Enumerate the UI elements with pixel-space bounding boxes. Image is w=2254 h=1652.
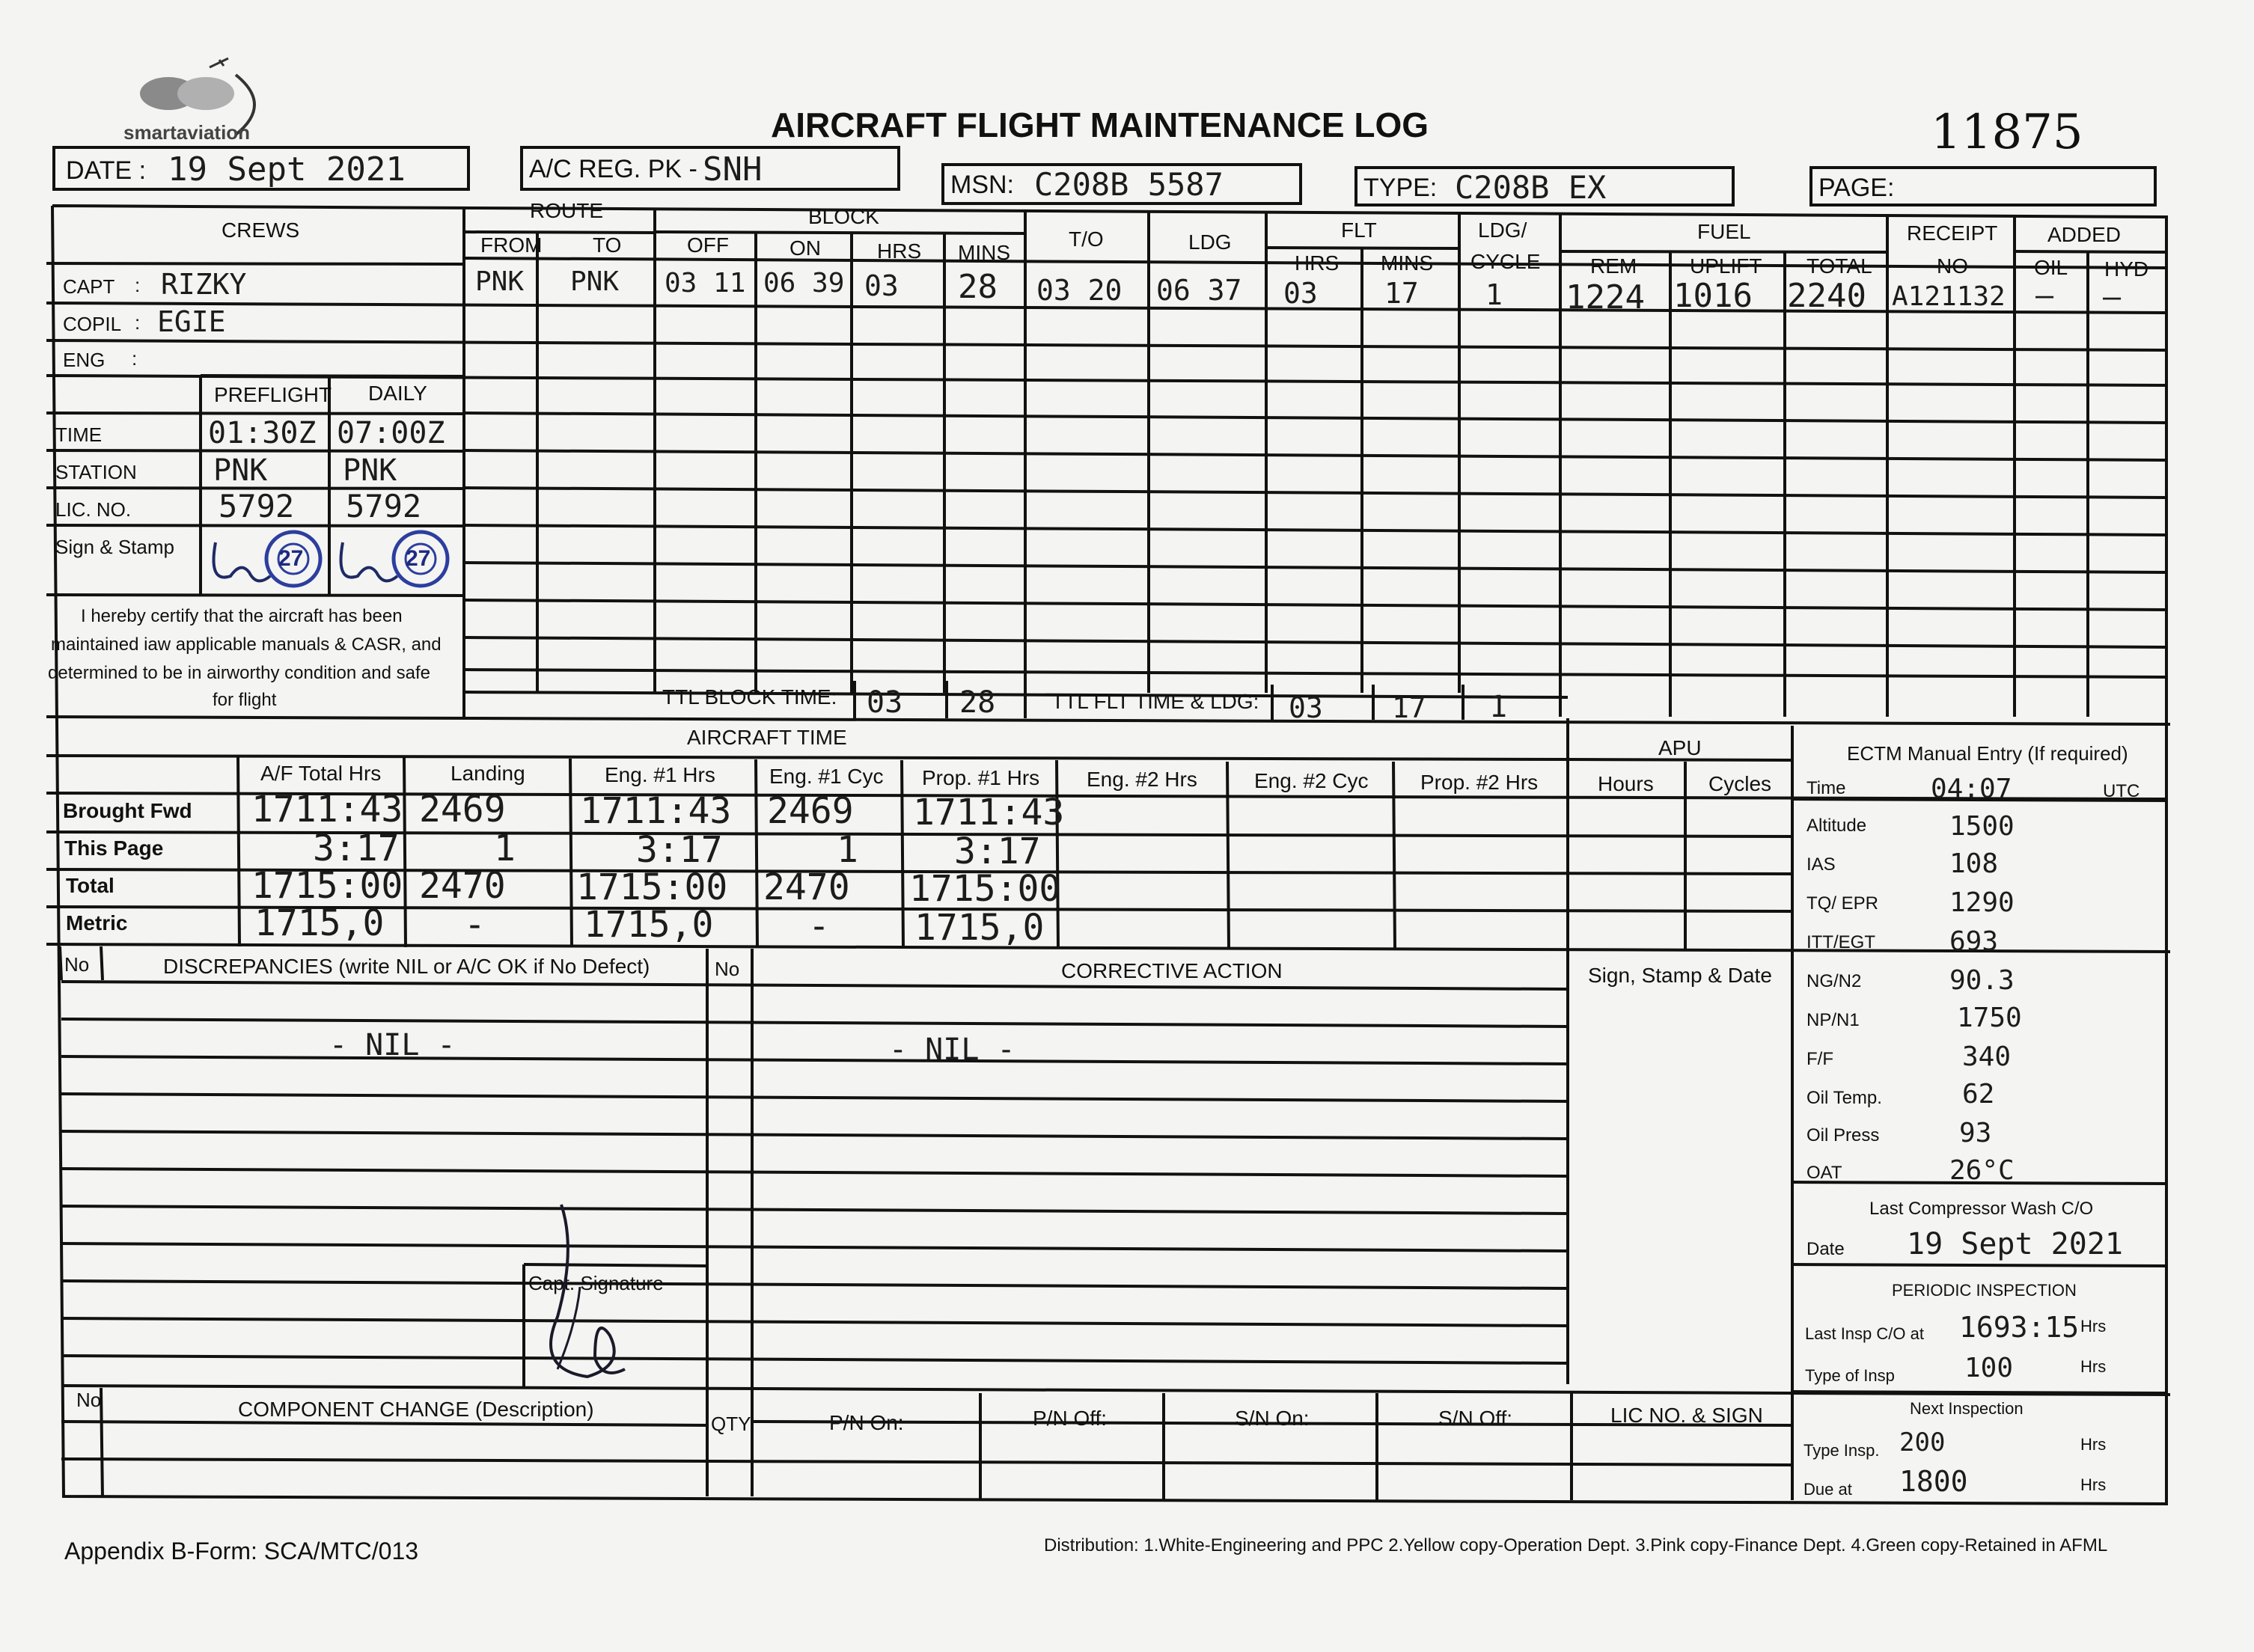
- col-eng2-hrs: Eng. #2 Hrs: [1087, 768, 1197, 791]
- ttl-flt-hrs: 03: [1289, 691, 1323, 724]
- added-header: ADDED: [2047, 223, 2122, 246]
- last-insp-value: 1693:15: [1959, 1311, 2080, 1344]
- capt-signature-mark: [531, 1197, 666, 1407]
- type-field[interactable]: TYPE: C208B EX: [1354, 166, 1735, 206]
- block-mins-header: MINS: [958, 241, 1010, 264]
- apu-header: APU: [1658, 736, 1702, 759]
- pn-off-header: P/N Off:: [1033, 1407, 1108, 1430]
- next-type-value: 200: [1899, 1428, 1946, 1457]
- corrective-no-header: No: [715, 958, 740, 980]
- preflight-lic-value: 5792: [219, 488, 295, 524]
- capt-name: RIZKY: [161, 268, 247, 301]
- row-label-this-page: This Page: [64, 836, 164, 860]
- certification-text-3: determined to be in airworthy condition and safe: [48, 663, 430, 683]
- ldg-cycle-header: LDG/: [1478, 218, 1527, 242]
- cell-total-landing: 2470: [419, 865, 506, 907]
- certification-text-1: I hereby certify that the aircraft has been: [81, 606, 403, 626]
- row-label-brought-fwd: Brought Fwd: [63, 799, 192, 822]
- col-eng2-cyc: Eng. #2 Cyc: [1254, 769, 1369, 792]
- msn-value: C208B 5587: [1034, 166, 1224, 203]
- sn-off-header: S/N Off:: [1438, 1407, 1513, 1430]
- receipt-no-header: NO: [1937, 254, 1968, 278]
- form-title: AIRCRAFT FLIGHT MAINTENANCE LOG: [771, 105, 1429, 144]
- ectm-utc-label: UTC: [2103, 781, 2140, 801]
- certification-text-4: for flight: [213, 690, 277, 710]
- to-header: TO: [593, 233, 622, 257]
- fuel-total-header: TOTAL: [1806, 254, 1872, 278]
- apu-cycles-header: Cycles: [1708, 772, 1772, 795]
- distribution-note: Distribution: 1.White-Engineering and PPC 2.Yellow copy-Operation Dept. 3.Pink copy-Finance Dept. 4.Green copy-Retained in AFML: [1044, 1535, 2108, 1555]
- cell-this-page-landing: 1: [494, 827, 516, 869]
- ttl-ldg: 1: [1489, 690, 1508, 724]
- oil-value: –: [2035, 278, 2054, 313]
- fuel-header: FUEL: [1697, 220, 1751, 243]
- form-serial-number: 11875: [1931, 105, 2083, 160]
- cycle-value: 1: [1485, 278, 1503, 311]
- cell-brought-fwd-landing: 2469: [419, 789, 506, 830]
- cell-brought-fwd-af: 1711:43: [251, 789, 403, 830]
- daily-stamp-number: 27: [406, 546, 431, 571]
- cell-brought-fwd-prop1: 1711:43: [913, 792, 1065, 833]
- block-hrs-value: 03: [864, 269, 899, 302]
- ectm-oil-press-value: 93: [1959, 1118, 1992, 1148]
- crews-header: CREWS: [222, 218, 300, 242]
- ectm-oat-label: OAT: [1806, 1163, 1842, 1183]
- preflight-station-value: PNK: [213, 453, 268, 488]
- preflight-time-value: 01:30Z: [208, 416, 317, 450]
- component-no-header: No: [76, 1389, 102, 1411]
- msn-field[interactable]: MSN: C208B 5587: [941, 163, 1302, 205]
- ectm-oil-temp-value: 62: [1962, 1079, 1995, 1110]
- last-insp-hrs-unit: Hrs: [2080, 1317, 2107, 1336]
- due-at-hrs-unit: Hrs: [2080, 1475, 2107, 1494]
- ectm-np-label: NP/N1: [1806, 1010, 1860, 1030]
- maintenance-log-form: smartaviation AIRCRAFT FLIGHT MAINTENANCE LOG 11875 DATE : 19 Sept 2021 A/C REG. PK - SNH MSN: C208B 5587 TYPE: C208B EX PAGE: CREWS ROUTE FROM TO BLOCK OFF ON HRS MINS T/O LDG FLT HRS MINS LDG/ CYCLE FUEL REM UPLIFT TOTAL RECEIPT NO ADDED OIL HYD CAPT : RIZKY COPIL : EGIE ENG : PNK PNK 03 11 06 39 03 28 03 20 06 37 03 17 1 1224 1016 2240 A121132 – – PREFLIGHT DAILY TIME STATION LIC. NO. Sign & Stamp 01:30Z 07:00Z PNK PNK 5792 5792 27 27 I hereby certify that the aircraft has been maintained iaw applicable manuals & CASR, and determined to be in airworthy condition and safe for flight TTL BLOCK TIME: 03 28 TTL FLT TIME & LDG: 03 17 1 AIRCRAFT TIME A/F Total Hrs Landing Eng. #1 Hrs Eng. #1 Cyc Prop. #1 Hrs Eng. #2 Hrs Eng. #2 Cyc Prop. #2 Hrs Brought Fwd This Page Total Metric 1711:43 2469 1711:43 2469 1711:43 3:17 1 3:17 1 3:17 1715:00 2470 1715:00 2470 1715:00 1715,0 - 1715,0 - 1715,0 APU Hours Cycles ECTM Manual Entry (If required) UTC Time 04:07 Altitude 1500 IAS 108 TQ/ EPR 1290 ITT/EGT 693 NG/N2 90.3 NP/N1 1750 F/F 340 Oil Temp. 62 Oil Press 93 OAT 26°C Last Compressor Wash C/O Date 19 Sept 2021 PERIODIC INSPECTION Last Insp C/O at 1693:15 Hrs Type of Insp 100 Hrs Next Inspection Type Insp. 200 Hrs Due at 1800 Hrs No DISCREPANCIES (write NIL or A/C OK if No Defect) No CORRECTIVE ACTION Sign, Stamp & Date - NIL - - NIL - Capt. Signature No COMPONENT CHANGE (Description) QTY P/N On: P/N Off: S/N On: S/N Off: LIC NO. & SIGN Appendix B-Form: SCA/MTC/013 Distribution: 1.White-Engineering and PPC 2.Yellow copy-Operation Dept. 3.Pink copy-Finance Dept. 4.Green copy-Retained in AFML: [0, 0, 2254, 1652]
- discrepancy-value: - NIL -: [329, 1028, 456, 1062]
- cell-total-eng1: 1715:00: [576, 866, 728, 908]
- ttl-block-hrs: 03: [867, 685, 903, 720]
- form-number: Appendix B-Form: SCA/MTC/013: [64, 1538, 419, 1564]
- logo-text: smartaviation: [123, 121, 251, 144]
- discrepancy-no-header: No: [64, 953, 90, 976]
- ectm-ng-label: NG/N2: [1806, 971, 1862, 991]
- page-field[interactable]: PAGE:: [1809, 166, 2157, 206]
- flt-mins-header: MINS: [1381, 251, 1433, 275]
- type-insp-value: 100: [1964, 1353, 2014, 1383]
- cell-brought-fwd-eng1: 1711:43: [580, 790, 732, 832]
- ectm-ias-value: 108: [1949, 848, 1999, 879]
- cell-this-page-prop1: 3:17: [954, 830, 1041, 872]
- aircraft-time-title: AIRCRAFT TIME: [687, 726, 847, 749]
- certification-text-2: maintained iaw applicable manuals & CASR, and: [51, 634, 442, 655]
- periodic-inspection-title: PERIODIC INSPECTION: [1892, 1281, 2077, 1300]
- fuel-rem-value: 1224: [1566, 278, 1645, 316]
- cell-this-page-af: 3:17: [313, 827, 400, 869]
- cell-metric-prop1: 1715,0: [914, 907, 1045, 949]
- apu-hours-header: Hours: [1598, 772, 1654, 795]
- cell-total-af: 1715:00: [251, 865, 403, 907]
- cell-metric-af: 1715,0: [254, 902, 385, 944]
- fuel-uplift-value: 1016: [1673, 277, 1753, 315]
- daily-station-value: PNK: [343, 453, 397, 488]
- daily-stamp: [337, 527, 464, 595]
- eng-label: ENG: [63, 349, 106, 371]
- flt-mins-value: 17: [1384, 277, 1419, 310]
- ectm-ng-value: 90.3: [1949, 965, 2015, 996]
- insp-station-label: STATION: [55, 461, 137, 483]
- block-header: BLOCK: [808, 205, 879, 228]
- next-type-hrs-unit: Hrs: [2080, 1435, 2107, 1454]
- insp-lic-label: LIC. NO.: [55, 498, 132, 521]
- ectm-altitude-label: Altitude: [1806, 816, 1867, 836]
- route-to-value: PNK: [570, 266, 620, 297]
- qty-header: QTY: [711, 1413, 751, 1435]
- ttl-flt-label: TTL FLT TIME & LDG:: [1051, 690, 1259, 713]
- capt-label: CAPT: [63, 275, 115, 298]
- rem-header: REM: [1590, 254, 1637, 278]
- type-value: C208B EX: [1455, 169, 1607, 206]
- pn-on-header: P/N On:: [829, 1411, 904, 1434]
- on-header: ON: [789, 236, 821, 260]
- ectm-ff-value: 340: [1962, 1041, 2012, 1072]
- daily-lic-value: 5792: [346, 488, 422, 524]
- route-header: ROUTE: [530, 199, 603, 222]
- next-inspection-title: Next Inspection: [1910, 1399, 2024, 1418]
- cell-this-page-eng1-cyc: 1: [837, 829, 858, 871]
- ectm-tq-value: 1290: [1949, 887, 2015, 918]
- cycle-header: CYCLE: [1470, 250, 1541, 273]
- block-hrs-header: HRS: [877, 239, 922, 263]
- uplift-header: UPLIFT: [1690, 254, 1762, 278]
- ac-reg-value: SNH: [703, 150, 763, 189]
- ectm-np-value: 1750: [1957, 1003, 2022, 1033]
- col-prop2-hrs: Prop. #2 Hrs: [1420, 771, 1539, 794]
- capt-signature-label: Capt. Signature: [528, 1272, 664, 1294]
- flt-hrs-value: 03: [1283, 277, 1318, 310]
- compressor-wash-title: Last Compressor Wash C/O: [1869, 1199, 2094, 1219]
- col-prop1-hrs: Prop. #1 Hrs: [922, 766, 1040, 789]
- corrective-action-header: CORRECTIVE ACTION: [1061, 959, 1283, 982]
- insp-sign-label: Sign & Stamp: [55, 536, 174, 558]
- type-insp-label: Type of Insp: [1805, 1366, 1895, 1385]
- col-eng1-cyc: Eng. #1 Cyc: [769, 765, 884, 788]
- col-af-total-hrs: A/F Total Hrs: [260, 762, 382, 785]
- compressor-date-label: Date: [1806, 1239, 1845, 1259]
- date-value: 19 Sept 2021: [168, 150, 406, 189]
- ectm-time-value: 04:07: [1931, 774, 2012, 804]
- ectm-ias-label: IAS: [1806, 854, 1836, 875]
- ectm-itt-value: 693: [1949, 926, 1999, 957]
- due-at-label: Due at: [1803, 1480, 1852, 1499]
- ectm-title: ECTM Manual Entry (If required): [1847, 742, 2128, 765]
- ectm-itt-label: ITT/EGT: [1806, 932, 1875, 952]
- ectm-oat-value: 26°C: [1949, 1155, 2015, 1186]
- hyd-header: HYD: [2104, 257, 2149, 281]
- route-from-value: PNK: [475, 266, 525, 297]
- ectm-tq-label: TQ/ EPR: [1806, 893, 1879, 914]
- receipt-header: RECEIPT: [1907, 221, 1998, 245]
- lic-sign-header: LIC NO. & SIGN: [1610, 1404, 1763, 1427]
- ttl-block-label: TTL BLOCK TIME:: [662, 685, 837, 709]
- compressor-date-value: 19 Sept 2021: [1907, 1227, 2123, 1261]
- off-header: OFF: [687, 233, 729, 257]
- flt-header: FLT: [1341, 218, 1377, 242]
- block-mins-value: 28: [958, 268, 998, 306]
- copil-name: EGIE: [157, 305, 226, 338]
- cell-metric-landing: -: [464, 904, 486, 946]
- ldg-header: LDG: [1188, 230, 1232, 254]
- sn-on-header: S/N On:: [1235, 1407, 1310, 1430]
- last-insp-label: Last Insp C/O at: [1805, 1324, 1924, 1343]
- daily-time-value: 07:00Z: [337, 416, 445, 450]
- cell-total-prop1: 1715:00: [909, 868, 1061, 910]
- ttl-flt-mins: 17: [1392, 691, 1426, 724]
- copil-label: COPIL: [63, 313, 122, 335]
- row-label-metric: Metric: [66, 911, 128, 934]
- ectm-ff-label: F/F: [1806, 1049, 1833, 1069]
- type-insp-hrs-unit: Hrs: [2080, 1357, 2107, 1376]
- insp-time-label: TIME: [55, 423, 103, 446]
- oil-header: OIL: [2034, 256, 2068, 279]
- col-landing: Landing: [451, 762, 525, 785]
- ectm-time-label: Time: [1806, 778, 1846, 798]
- hyd-value: –: [2103, 280, 2122, 314]
- row-label-total: Total: [66, 874, 114, 897]
- fuel-total-value: 2240: [1787, 277, 1866, 315]
- cell-total-eng1-cyc: 2470: [763, 866, 850, 908]
- date-field[interactable]: DATE : 19 Sept 2021: [52, 146, 470, 191]
- receipt-no-value: A121132: [1892, 281, 2006, 312]
- cell-metric-eng1: 1715,0: [584, 904, 714, 946]
- ttl-block-mins: 28: [959, 685, 996, 720]
- discrepancies-header: DISCREPANCIES (write NIL or A/C OK if No Defect): [163, 955, 650, 978]
- cell-this-page-eng1: 3:17: [636, 829, 723, 871]
- sign-stamp-date-header: Sign, Stamp & Date: [1588, 964, 1772, 987]
- ectm-altitude-value: 1500: [1949, 811, 2015, 842]
- takeoff-header: T/O: [1069, 227, 1104, 251]
- ldg-value: 06 37: [1156, 274, 1242, 307]
- preflight-stamp-number: 27: [278, 546, 304, 571]
- preflight-stamp: [210, 527, 329, 595]
- col-eng1-hrs: Eng. #1 Hrs: [605, 763, 715, 786]
- block-off-value: 03 11: [665, 268, 746, 299]
- from-header: FROM: [480, 233, 543, 257]
- ectm-oil-press-label: Oil Press: [1806, 1125, 1880, 1145]
- ac-reg-field[interactable]: A/C REG. PK - SNH: [520, 146, 900, 191]
- takeoff-value: 03 20: [1036, 274, 1123, 307]
- daily-header: DAILY: [368, 382, 427, 405]
- next-type-label: Type Insp.: [1803, 1441, 1880, 1460]
- due-at-value: 1800: [1899, 1465, 1968, 1498]
- corrective-action-value: - NIL -: [889, 1032, 1015, 1067]
- preflight-header: PREFLIGHT: [214, 383, 332, 406]
- ectm-oil-temp-label: Oil Temp.: [1806, 1088, 1882, 1108]
- block-on-value: 06 39: [763, 268, 845, 299]
- flt-hrs-header: HRS: [1295, 251, 1340, 275]
- component-change-header: COMPONENT CHANGE (Description): [238, 1398, 594, 1421]
- cell-brought-fwd-eng1-cyc: 2469: [767, 790, 854, 832]
- cell-metric-eng1-cyc: -: [808, 905, 830, 947]
